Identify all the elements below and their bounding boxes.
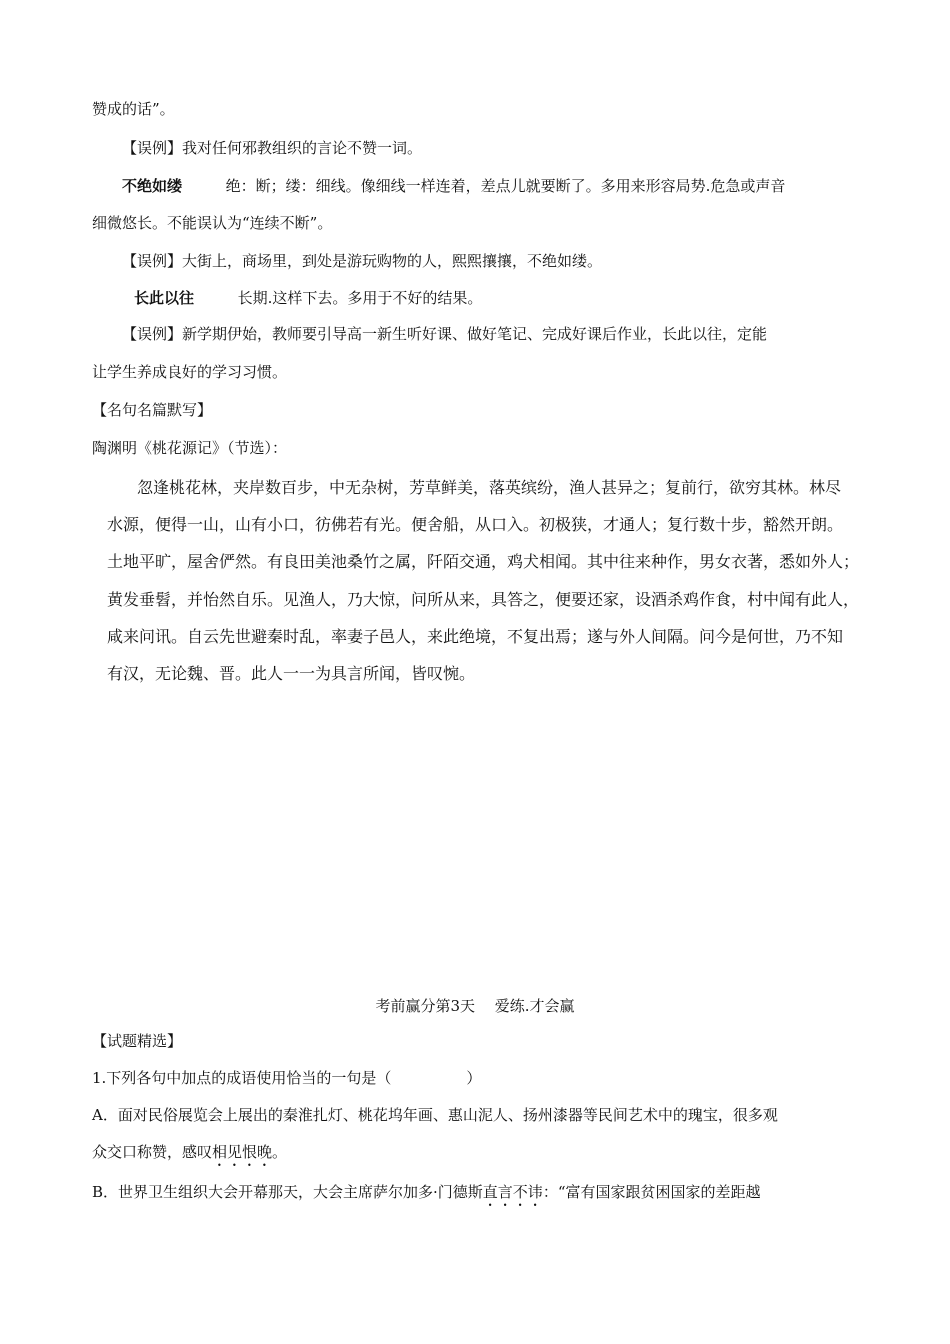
dotted-idiom: 相见恨晚 xyxy=(212,1143,273,1161)
excerpt-line: 有汉，无论魏、晋。此人一一为具言所闻，皆叹惋。 xyxy=(107,664,476,683)
example-line-cont: 让学生养成良好的学习习惯。 xyxy=(92,363,288,381)
idiom-definition-cont: 细微悠长。不能误认为“连续不断”。 xyxy=(92,214,333,232)
example-line: 【误例】我对任何邪教组织的言论不赞一词。 xyxy=(122,139,423,157)
option-a-cont: 众交口称赞，感叹相见恨晚。 xyxy=(92,1143,288,1161)
excerpt-line: 水源，便得一山，山有小口，彷佛若有光。便舍船，从口入。初极狭，才通人；复行数十步，豁然开朗。 xyxy=(107,515,844,534)
excerpt-line: 忽逢桃花林，夹岸数百步，中无杂树，芳草鲜美，落英缤纷，渔人甚异之；复前行，欲穷其林。林尽 xyxy=(137,478,842,497)
idiom-entry xyxy=(134,288,482,308)
section-heading: 【名句名篇默写】 xyxy=(92,401,213,419)
idiom-term: 不绝如缕 xyxy=(122,177,183,195)
dotted-idiom: 直言不讳 xyxy=(482,1183,543,1201)
question-stem: 1.下列各句中加点的成语使用恰当的一句是（ ） xyxy=(92,1069,482,1087)
option-b: B．世界卫生组织大会开幕那天，大会主席萨尔加多·门德斯直言不讳：“富有国家跟贫困国家的差距越 xyxy=(92,1183,761,1201)
day-title: 考前赢分第3天 爱练.才会赢 xyxy=(375,997,575,1015)
section-heading: 【试题精选】 xyxy=(92,1032,183,1050)
excerpt-line: 黄发垂髫，并怡然自乐。见渔人，乃大惊，问所从来，具答之，便要还家，设酒杀鸡作食，村中闻有此人， xyxy=(107,590,860,609)
option-a: A．面对民俗展览会上展出的秦淮扎灯、桃花坞年画、惠山泥人、扬州漆器等民间艺术中的瑰宝，很多观 xyxy=(92,1106,778,1124)
excerpt-line: 咸来问讯。自云先世避秦时乱，率妻子邑人，来此绝境，不复出焉；遂与外人间隔。问今是何世，乃不知 xyxy=(107,627,844,646)
idiom-entry xyxy=(122,176,785,196)
example-line: 【误例】新学期伊始，教师要引导高一新生听好课、做好笔记、完成好课后作业，长此以往，定能 xyxy=(122,325,768,343)
source-citation: 陶渊明《桃花源记》（节选）： xyxy=(92,439,288,457)
idiom-definition: 长期.这样下去。多用于不好的结果。 xyxy=(237,289,483,307)
continued-text: 赞成的话”。 xyxy=(92,100,175,118)
idiom-term: 长此以往 xyxy=(134,289,195,307)
example-line: 【误例】大街上，商场里，到处是游玩购物的人，熙熙攘攘，不绝如缕。 xyxy=(122,252,603,270)
idiom-definition: 绝：断；缕：细线。像细线一样连着，差点儿就要断了。多用来形容局势.危急或声音 xyxy=(225,177,786,195)
excerpt-line: 土地平旷，屋舍俨然。有良田美池桑竹之属，阡陌交通，鸡犬相闻。其中往来种作，男女衣著，悉如外人； xyxy=(107,552,860,571)
